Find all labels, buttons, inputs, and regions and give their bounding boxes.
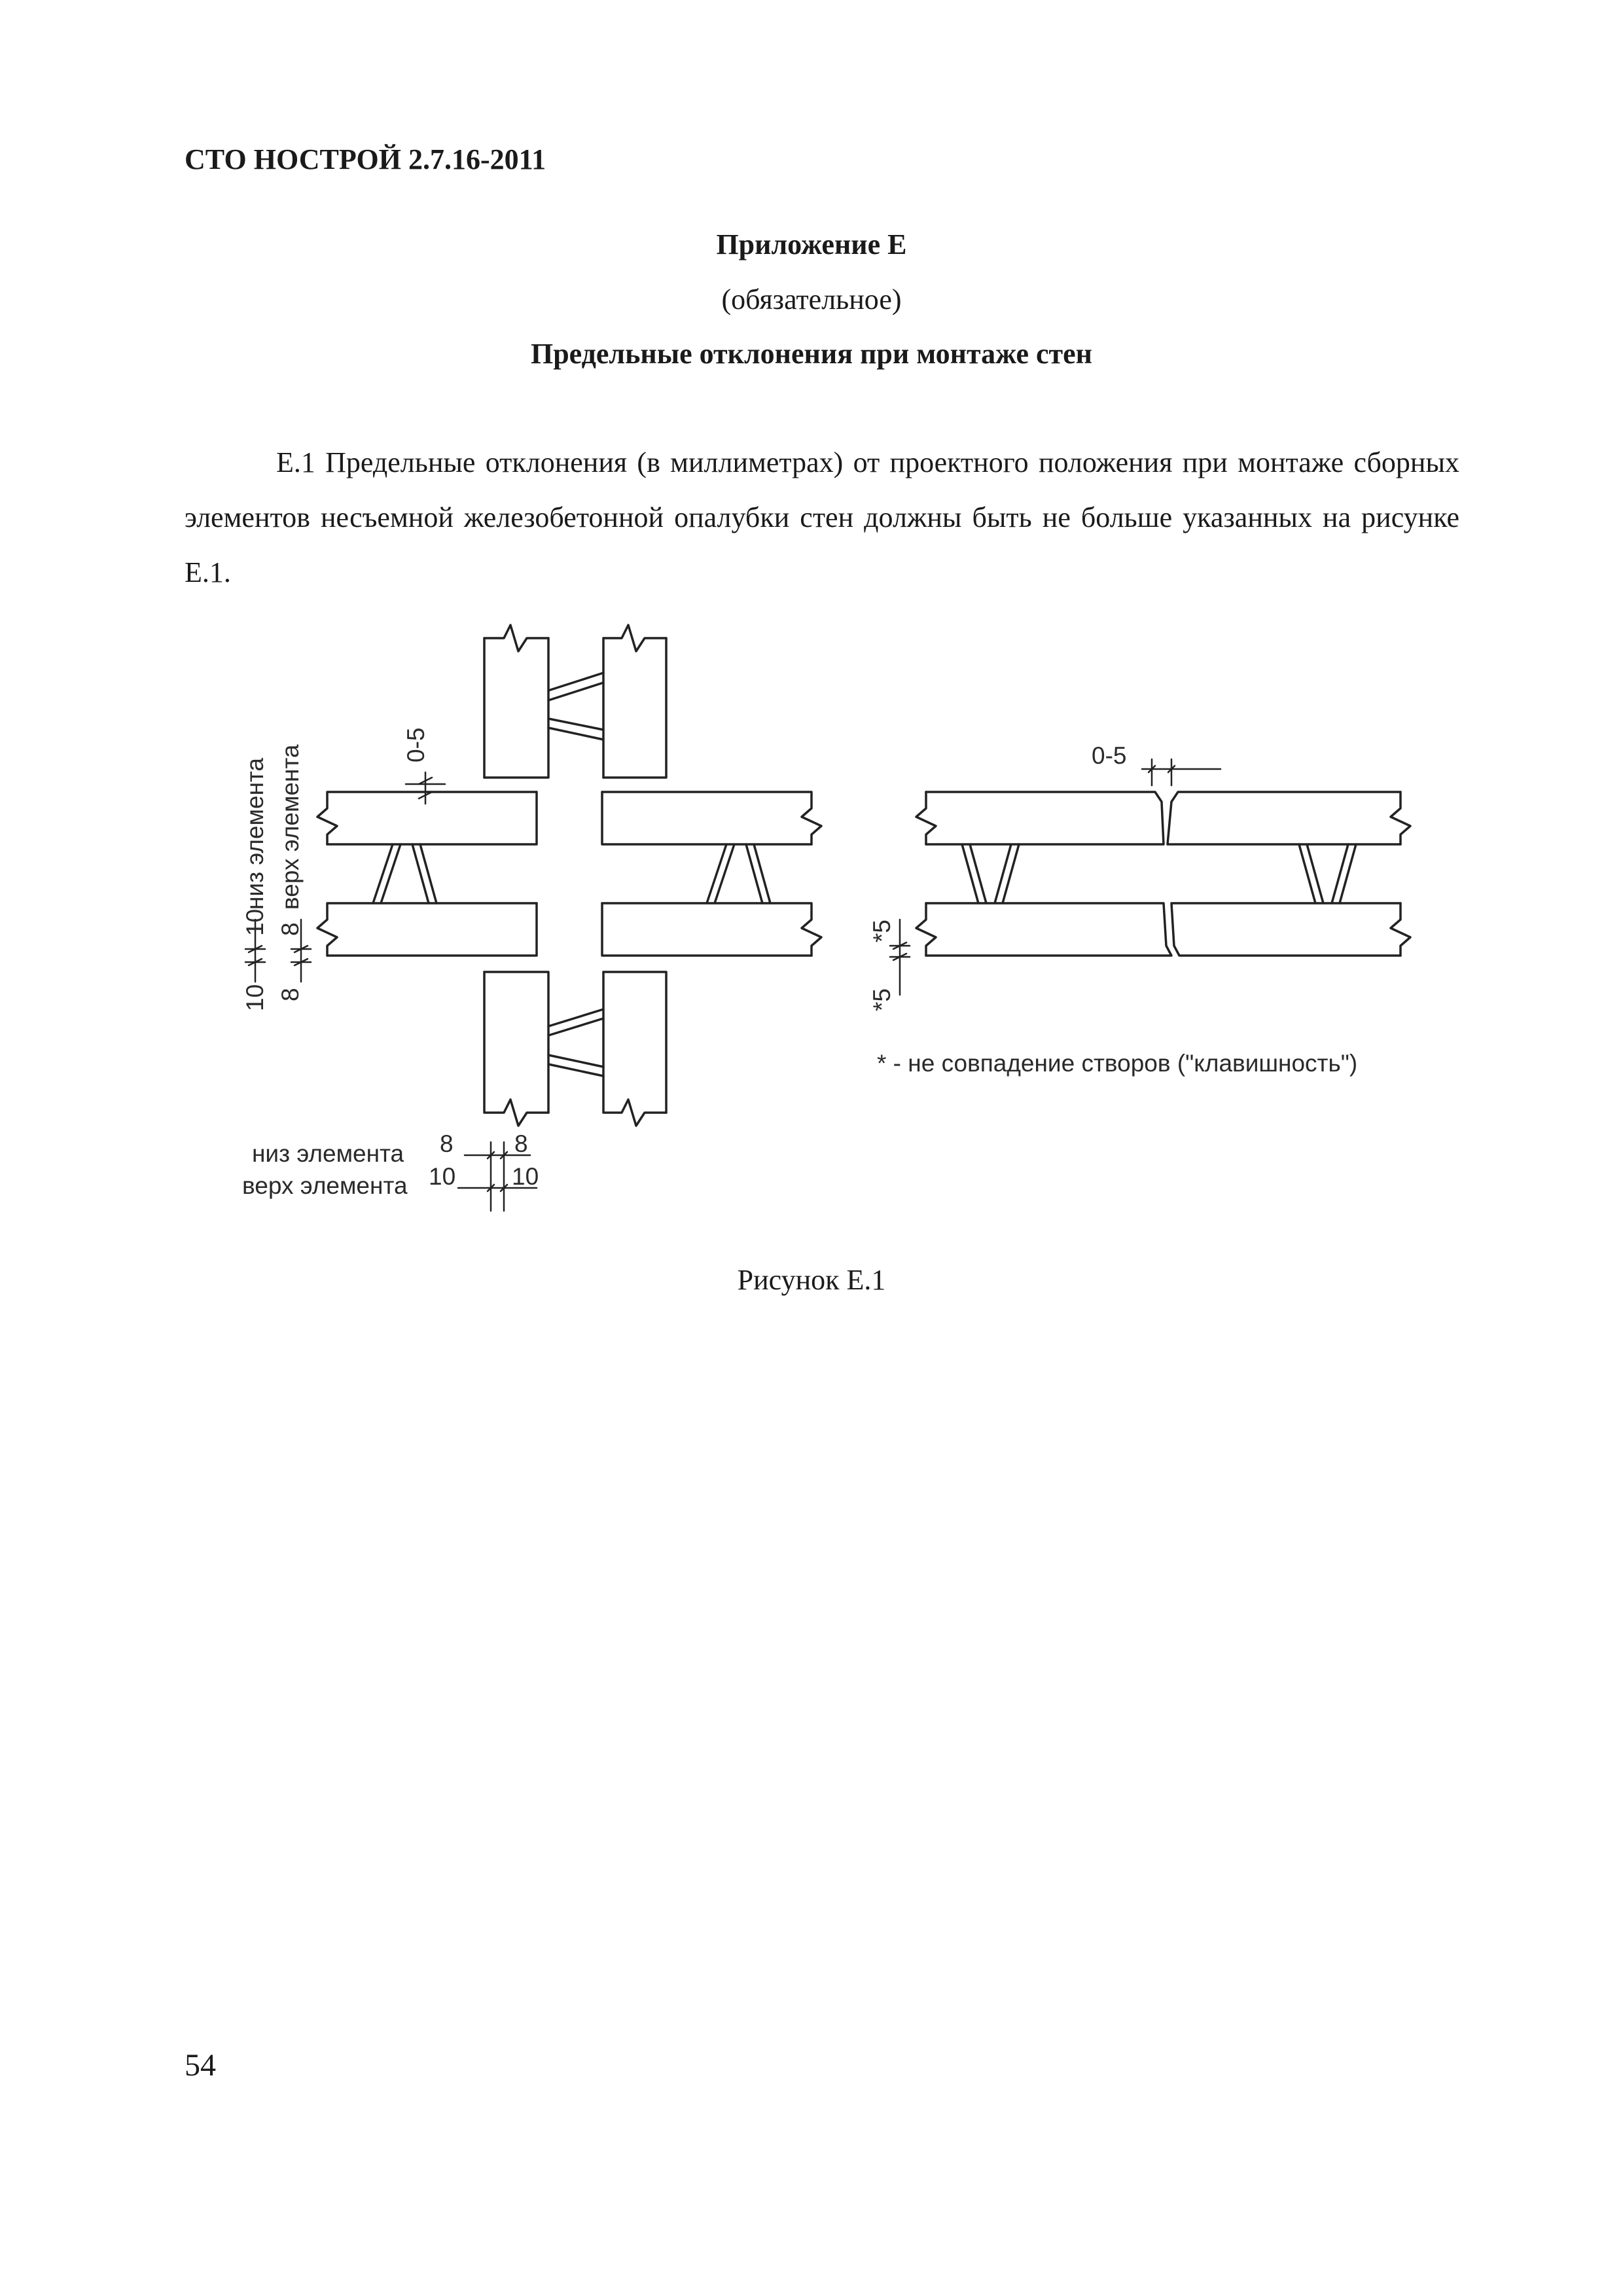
figure-caption: Рисунок Е.1 <box>737 1264 886 1296</box>
straight-joint-panels <box>916 792 1410 956</box>
label-top-element: верх элемента <box>242 1172 408 1199</box>
label-dim-10-top: 10 <box>241 908 268 936</box>
document-code-header: СТО НОСТРОЙ 2.7.16-2011 <box>185 143 546 175</box>
appendix-title: Приложение Е <box>716 228 907 260</box>
appendix-status: (обязательное) <box>721 283 902 315</box>
gap-dimension-left <box>406 772 445 804</box>
top-vertical-panels <box>484 625 666 778</box>
label-star5-bottom: *5 <box>868 988 895 1011</box>
label-gap-right: 0-5 <box>1092 742 1127 769</box>
label-dim-8-top: 8 <box>277 922 304 936</box>
label-dim-10-left: 10 <box>429 1163 456 1190</box>
label-gap-left: 0-5 <box>402 727 429 762</box>
page-number: 54 <box>185 2048 216 2083</box>
label-star5-top: *5 <box>868 920 895 942</box>
label-dim-8-left: 8 <box>440 1130 454 1157</box>
label-bottom-element: низ элемента <box>252 1140 404 1167</box>
label-dim-8-right: 8 <box>514 1130 528 1157</box>
label-bottom-element-vertical: низ элемента <box>241 757 268 910</box>
label-dim-8-bottom: 8 <box>277 988 304 1001</box>
bottom-vertical-panels <box>484 972 666 1126</box>
left-horizontal-panels <box>317 792 537 956</box>
label-dim-10-bottom: 10 <box>241 984 268 1011</box>
label-top-element-vertical: верх элемента <box>277 744 304 910</box>
figure-footnote: * - не совпадение створов ("клавишность") <box>877 1050 1358 1077</box>
straight-joint-dimensions <box>890 759 1221 995</box>
appendix-heading: Предельные отклонения при монтаже стен <box>530 338 1093 370</box>
label-dim-10-right: 10 <box>512 1163 539 1190</box>
body-paragraph: Е.1 Предельные отклонения (в миллиметрах) от проектного положения при монтаже сборных элементов несъемной железобетонной опалубки стен должны быть не больше указанных на рисунке Е.1. <box>185 446 1459 588</box>
right-horizontal-panels <box>602 792 821 956</box>
